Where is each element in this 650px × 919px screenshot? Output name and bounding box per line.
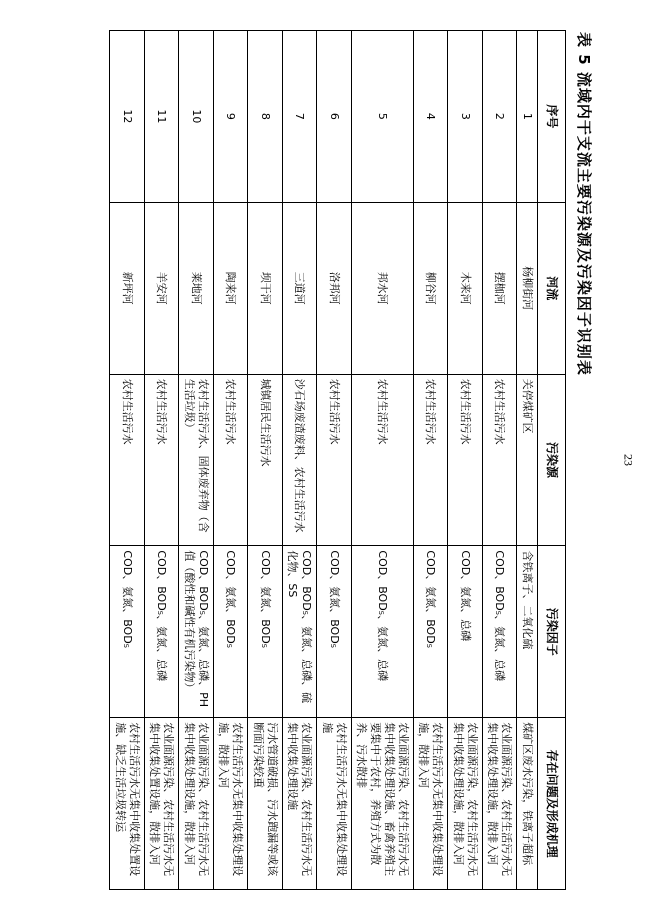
- cell-factor: COD、BOD₅、氨氮、总磷: [144, 545, 179, 717]
- cell-factor: COD、氨氮、BOD₅: [248, 545, 283, 717]
- cell-river: 坝干河: [248, 202, 283, 374]
- cell-river: 木来河: [448, 202, 483, 374]
- table-caption: 表 5 流域内干支流主要污染源及污染因子识别表: [575, 31, 593, 376]
- table-row: [213, 30, 248, 889]
- cell-issue: 农村生活污水无集中收集处理设施: [317, 717, 352, 889]
- cell-index: 7: [282, 30, 317, 202]
- cell-factor: COD、氨氮、BOD₅: [213, 545, 248, 717]
- cell-index: 6: [317, 30, 352, 202]
- cell-factor: COD、氨氮、BOD₅: [317, 545, 352, 717]
- cell-issue: 农业面源污染、农村生活污水无集中收集处理设施: [282, 717, 317, 889]
- cell-river: 柳谷河: [413, 202, 448, 374]
- table-row: [248, 30, 283, 889]
- cell-index: 11: [144, 30, 179, 202]
- cell-source: 农村生活污水: [448, 374, 483, 546]
- header-river: 河流: [538, 202, 566, 374]
- cell-issue: 农村生活污水无集中收集处理设施，散排入河: [413, 717, 448, 889]
- cell-source: 农村生活污水: [482, 374, 517, 546]
- table-row: [482, 30, 517, 889]
- header-issue: 存在问题及形成机理: [538, 717, 566, 889]
- cell-factor: COD、氨氮、BOD₅: [110, 545, 145, 717]
- cell-issue: 煤矿区废水污染，铁离子超标: [517, 717, 538, 889]
- cell-source: 城镇居民生活污水: [248, 374, 283, 546]
- header-factor: 污染因子: [538, 545, 566, 717]
- cell-factor: 含铁离子、二氧化硫: [517, 545, 538, 717]
- cell-source: 农村生活污水: [317, 374, 352, 546]
- cell-index: 2: [482, 30, 517, 202]
- cell-river: 新坪河: [110, 202, 145, 374]
- cell-issue: 污水管道破损、污水跑漏等或该断面污染较重: [248, 717, 283, 889]
- cell-river: 洛邦河: [317, 202, 352, 374]
- pollution-source-table: [109, 30, 566, 890]
- cell-river: 莱地河: [179, 202, 214, 374]
- cell-river: 摆枷河: [482, 202, 517, 374]
- table-row: [317, 30, 352, 889]
- cell-source: 农村生活污水: [213, 374, 248, 546]
- table-header-row: [538, 30, 566, 889]
- rotated-content: [55, 30, 595, 890]
- cell-river: 杨柳街河: [517, 202, 538, 374]
- cell-issue: 农业面源污染、农村生活污水无集中收集处理设施，散排入河: [179, 717, 214, 889]
- table-row: [351, 30, 413, 889]
- cell-factor: COD、BOD₅、氨氮、总磷、硫化物、SS: [282, 545, 317, 717]
- cell-factor: COD、BOD₅、氨氮、总磷: [351, 545, 413, 717]
- cell-factor: COD、BOD₅、氨氮、总磷、PH 值（酸性和碱性有机污染物）: [179, 545, 214, 717]
- cell-source: 沙石场废渣废料、农村生活污水: [282, 374, 317, 546]
- cell-river: 羊安河: [144, 202, 179, 374]
- table-row: [413, 30, 448, 889]
- cell-river: 邦水河: [351, 202, 413, 374]
- cell-source: 农村生活污水: [110, 374, 145, 546]
- cell-factor: COD、氨氮、总磷: [448, 545, 483, 717]
- cell-factor: COD、氨氮、BOD₅: [413, 545, 448, 717]
- cell-index: 3: [448, 30, 483, 202]
- cell-source: 关停煤矿区: [517, 374, 538, 546]
- cell-index: 4: [413, 30, 448, 202]
- table-row: [110, 30, 145, 889]
- cell-source: 农村生活污水: [351, 374, 413, 546]
- cell-issue: 农村生活污水无集中收集处置设施、缺乏生活垃圾转运: [110, 717, 145, 889]
- cell-river: 三道河: [282, 202, 317, 374]
- cell-source: 农村生活污水: [413, 374, 448, 546]
- cell-river: 陶来河: [213, 202, 248, 374]
- cell-issue: 农业面源污染，农村生活污水无集中收集处理设施，散排入河: [448, 717, 483, 889]
- cell-issue: 农业面源污染、农村生活污水无集中收集处理设施、畜禽养殖主要集中于农村，养殖方式为散养、污水散排: [351, 717, 413, 889]
- cell-index: 1: [517, 30, 538, 202]
- table-row: [144, 30, 179, 889]
- table-row: [179, 30, 214, 889]
- table-row: [448, 30, 483, 889]
- table-row: [517, 30, 538, 889]
- cell-index: 9: [213, 30, 248, 202]
- cell-issue: 农村生活污水无集中收集处理设施，散排入河: [213, 717, 248, 889]
- cell-index: 8: [248, 30, 283, 202]
- cell-index: 10: [179, 30, 214, 202]
- cell-source: 农村生活污水、固体废弃物（含生活垃圾）: [179, 374, 214, 546]
- header-index: 序号: [538, 30, 566, 202]
- table-row: [282, 30, 317, 889]
- cell-source: 农村生活污水: [144, 374, 179, 546]
- cell-index: 5: [351, 30, 413, 202]
- cell-factor: COD、BOD₅、氨氮、总磷: [482, 545, 517, 717]
- page-number: 23: [621, 453, 636, 466]
- cell-index: 12: [110, 30, 145, 202]
- cell-issue: 农业面源污染、农村生活污水无集中收集处置设施，散排入河: [144, 717, 179, 889]
- header-source: 污染源: [538, 374, 566, 546]
- cell-issue: 农业面源污染、农村生活污水无集中收集处理设施，散排入河: [482, 717, 517, 889]
